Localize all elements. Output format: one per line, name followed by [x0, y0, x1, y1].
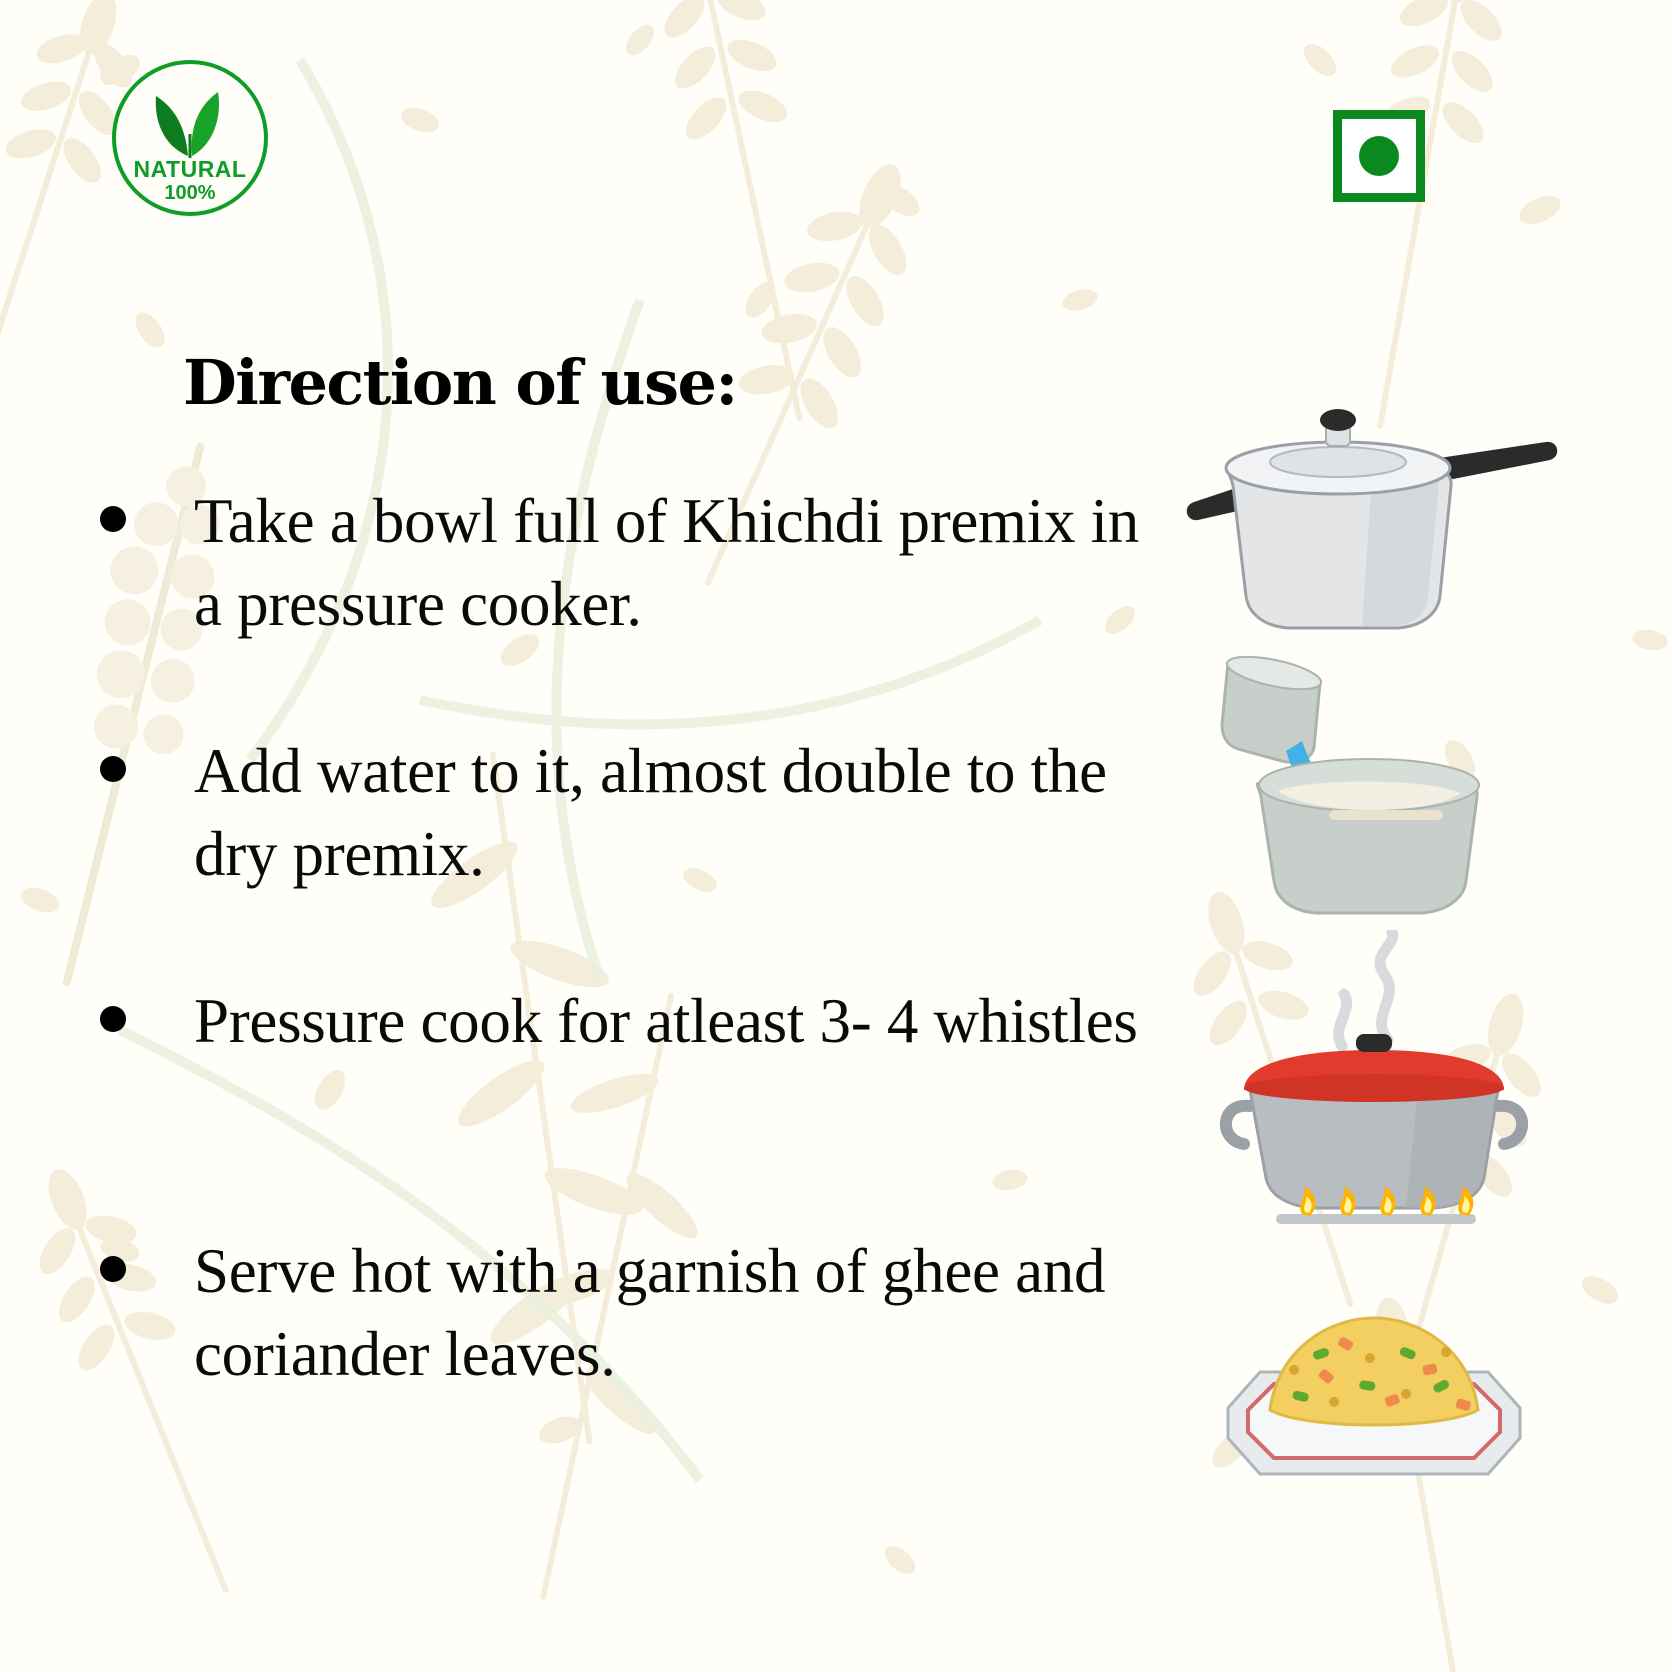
step-text: Serve hot with a garnish of ghee and coriander leaves. [194, 1236, 1106, 1390]
list-item [92, 980, 1182, 1230]
served-khichdi-plate-icon [1174, 1240, 1574, 1540]
list-item [92, 730, 1182, 980]
bullet-icon [100, 756, 126, 782]
vegetarian-green-dot-mark [1333, 110, 1425, 202]
step-text: Add water to it, almost double to the dry premix. [194, 736, 1107, 890]
leaf-icon [142, 86, 238, 160]
bullet-icon [100, 506, 126, 532]
pouring-water-into-pot-icon [1194, 655, 1554, 925]
bullet-icon [100, 1006, 126, 1032]
step-text: Take a bowl full of Khichdi premix in a pressure cooker. [194, 486, 1140, 640]
natural-100-percent-badge [112, 60, 268, 216]
pressure-cooker-icon [1176, 400, 1576, 650]
badge-line-natural: NATURAL [133, 156, 247, 182]
steps-list [92, 480, 1182, 1480]
badge-line-percent: 100% [164, 182, 216, 205]
list-item [92, 1230, 1182, 1480]
green-dot-icon [1359, 136, 1399, 176]
step-text: Pressure cook for atleast 3- 4 whistles [194, 986, 1138, 1056]
pot-on-stove-flame-icon [1192, 930, 1562, 1240]
page-title: Direction of use: [183, 346, 737, 419]
badge-text [112, 156, 268, 205]
bullet-icon [100, 1256, 126, 1282]
list-item [92, 480, 1182, 730]
